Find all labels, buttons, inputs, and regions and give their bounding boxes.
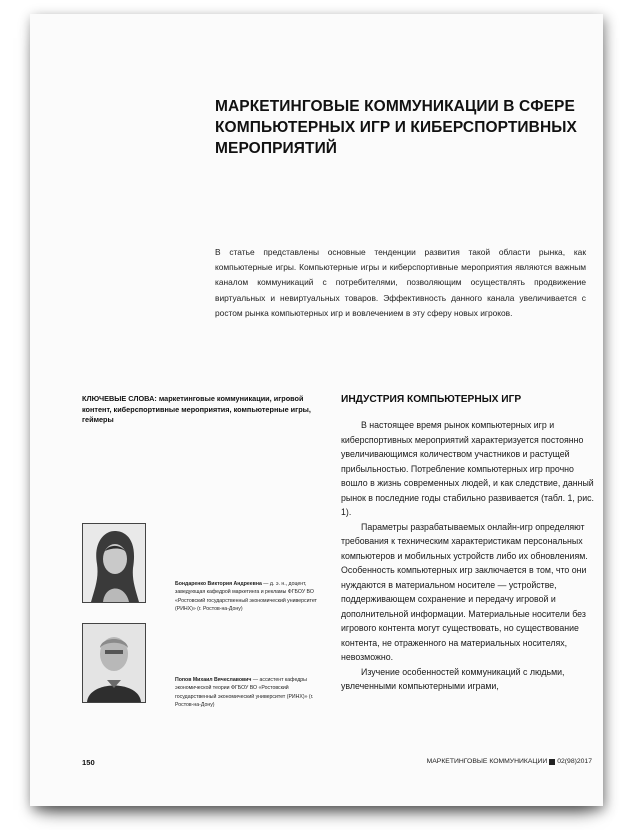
keywords-block bbox=[82, 394, 322, 426]
author-name-1: Бондаренко Виктория Андреевна bbox=[175, 581, 262, 587]
author-details-1: — д. э. н., доцент, заведующая кафедрой маркетинга и рекламы ФГБОУ ВО «Ростовский государственный экономический университет (РИНХ)» (г. Ростов-на-Дону) bbox=[175, 581, 317, 613]
body-paragraph-1: В настоящее время рынок компьютерных игр и киберспортивных мероприятий характеризуется постоянно увеличивающимся количеством участников и растущей прибыльностью. Потребление компьютерных игр прочно вошло в жизнь современных людей, и как следствие, данный рынок в последние годы стабильно развивается (табл. 1, рис. 1). bbox=[341, 420, 594, 517]
author-details-2: — ассистент кафедры экономической теории ФГБОУ ВО «Ростовский государственный экономический университет (РИНХ)» (г. Ростов-на-Дону) bbox=[175, 677, 314, 709]
keywords-text: маркетинговые коммуникации, игровой контент, киберспортивные мероприятия, компьютерные игры, геймеры bbox=[82, 394, 311, 425]
keywords-label: КЛЮЧЕВЫЕ СЛОВА: bbox=[82, 394, 157, 403]
body-text bbox=[341, 418, 595, 694]
body-paragraph-3: Изучение особенностей коммуникаций с людьми, увлеченными компьютерными играми, bbox=[341, 666, 565, 691]
author-name-2: Попов Михаил Вячеславович bbox=[175, 677, 252, 683]
article-title: МАРКЕТИНГОВЫЕ КОММУНИКАЦИИ В СФЕРЕ КОМПЬЮТЕРНЫХ ИГР И КИБЕРСПОРТИВНЫХ МЕРОПРИЯТИЙ bbox=[215, 98, 577, 157]
page-number: 150 bbox=[82, 758, 95, 767]
journal-page bbox=[30, 14, 603, 806]
author-photo-1 bbox=[82, 523, 146, 603]
body-paragraph-2: Параметры разрабатываемых онлайн-игр определяют требования к техническим характеристикам персональных компьютеров и мобильных устройств либо их обновлениям. Особенность компьютерных игр заключается в том, что они нуждаются в материальном носителе — устройстве, поддерживающем сохранение и передачу игровой и дополнительной информации. Материальные носители без игрового контента могут существовать, но существование контента, не отраженного на материальных носителях, невозможно. bbox=[341, 521, 588, 662]
author-info-2 bbox=[175, 676, 325, 710]
article-abstract: В статье представлены основные тенденции развития такой области рынка, как компьютерные игры. Компьютерные игры и киберспортивные мероприятия являются важным каналом коммуникаций с потребителями, позволяющим осуществлять продвижение виртуальных и невиртуальных товаров. Эффективность данного канала увеличивается с ростом рынка компьютерных игр и вовлечением в эту сферу новых игроков. bbox=[215, 247, 586, 318]
journal-issue: 02(98)2017 bbox=[557, 758, 592, 765]
journal-name: МАРКЕТИНГОВЫЕ КОММУНИКАЦИИ bbox=[426, 758, 548, 765]
author-photo-2 bbox=[82, 623, 146, 703]
journal-footer bbox=[427, 758, 592, 765]
square-bullet-icon bbox=[549, 759, 555, 765]
section-heading: ИНДУСТРИЯ КОМПЬЮТЕРНЫХ ИГР bbox=[341, 394, 522, 405]
author-info-1 bbox=[175, 580, 325, 614]
